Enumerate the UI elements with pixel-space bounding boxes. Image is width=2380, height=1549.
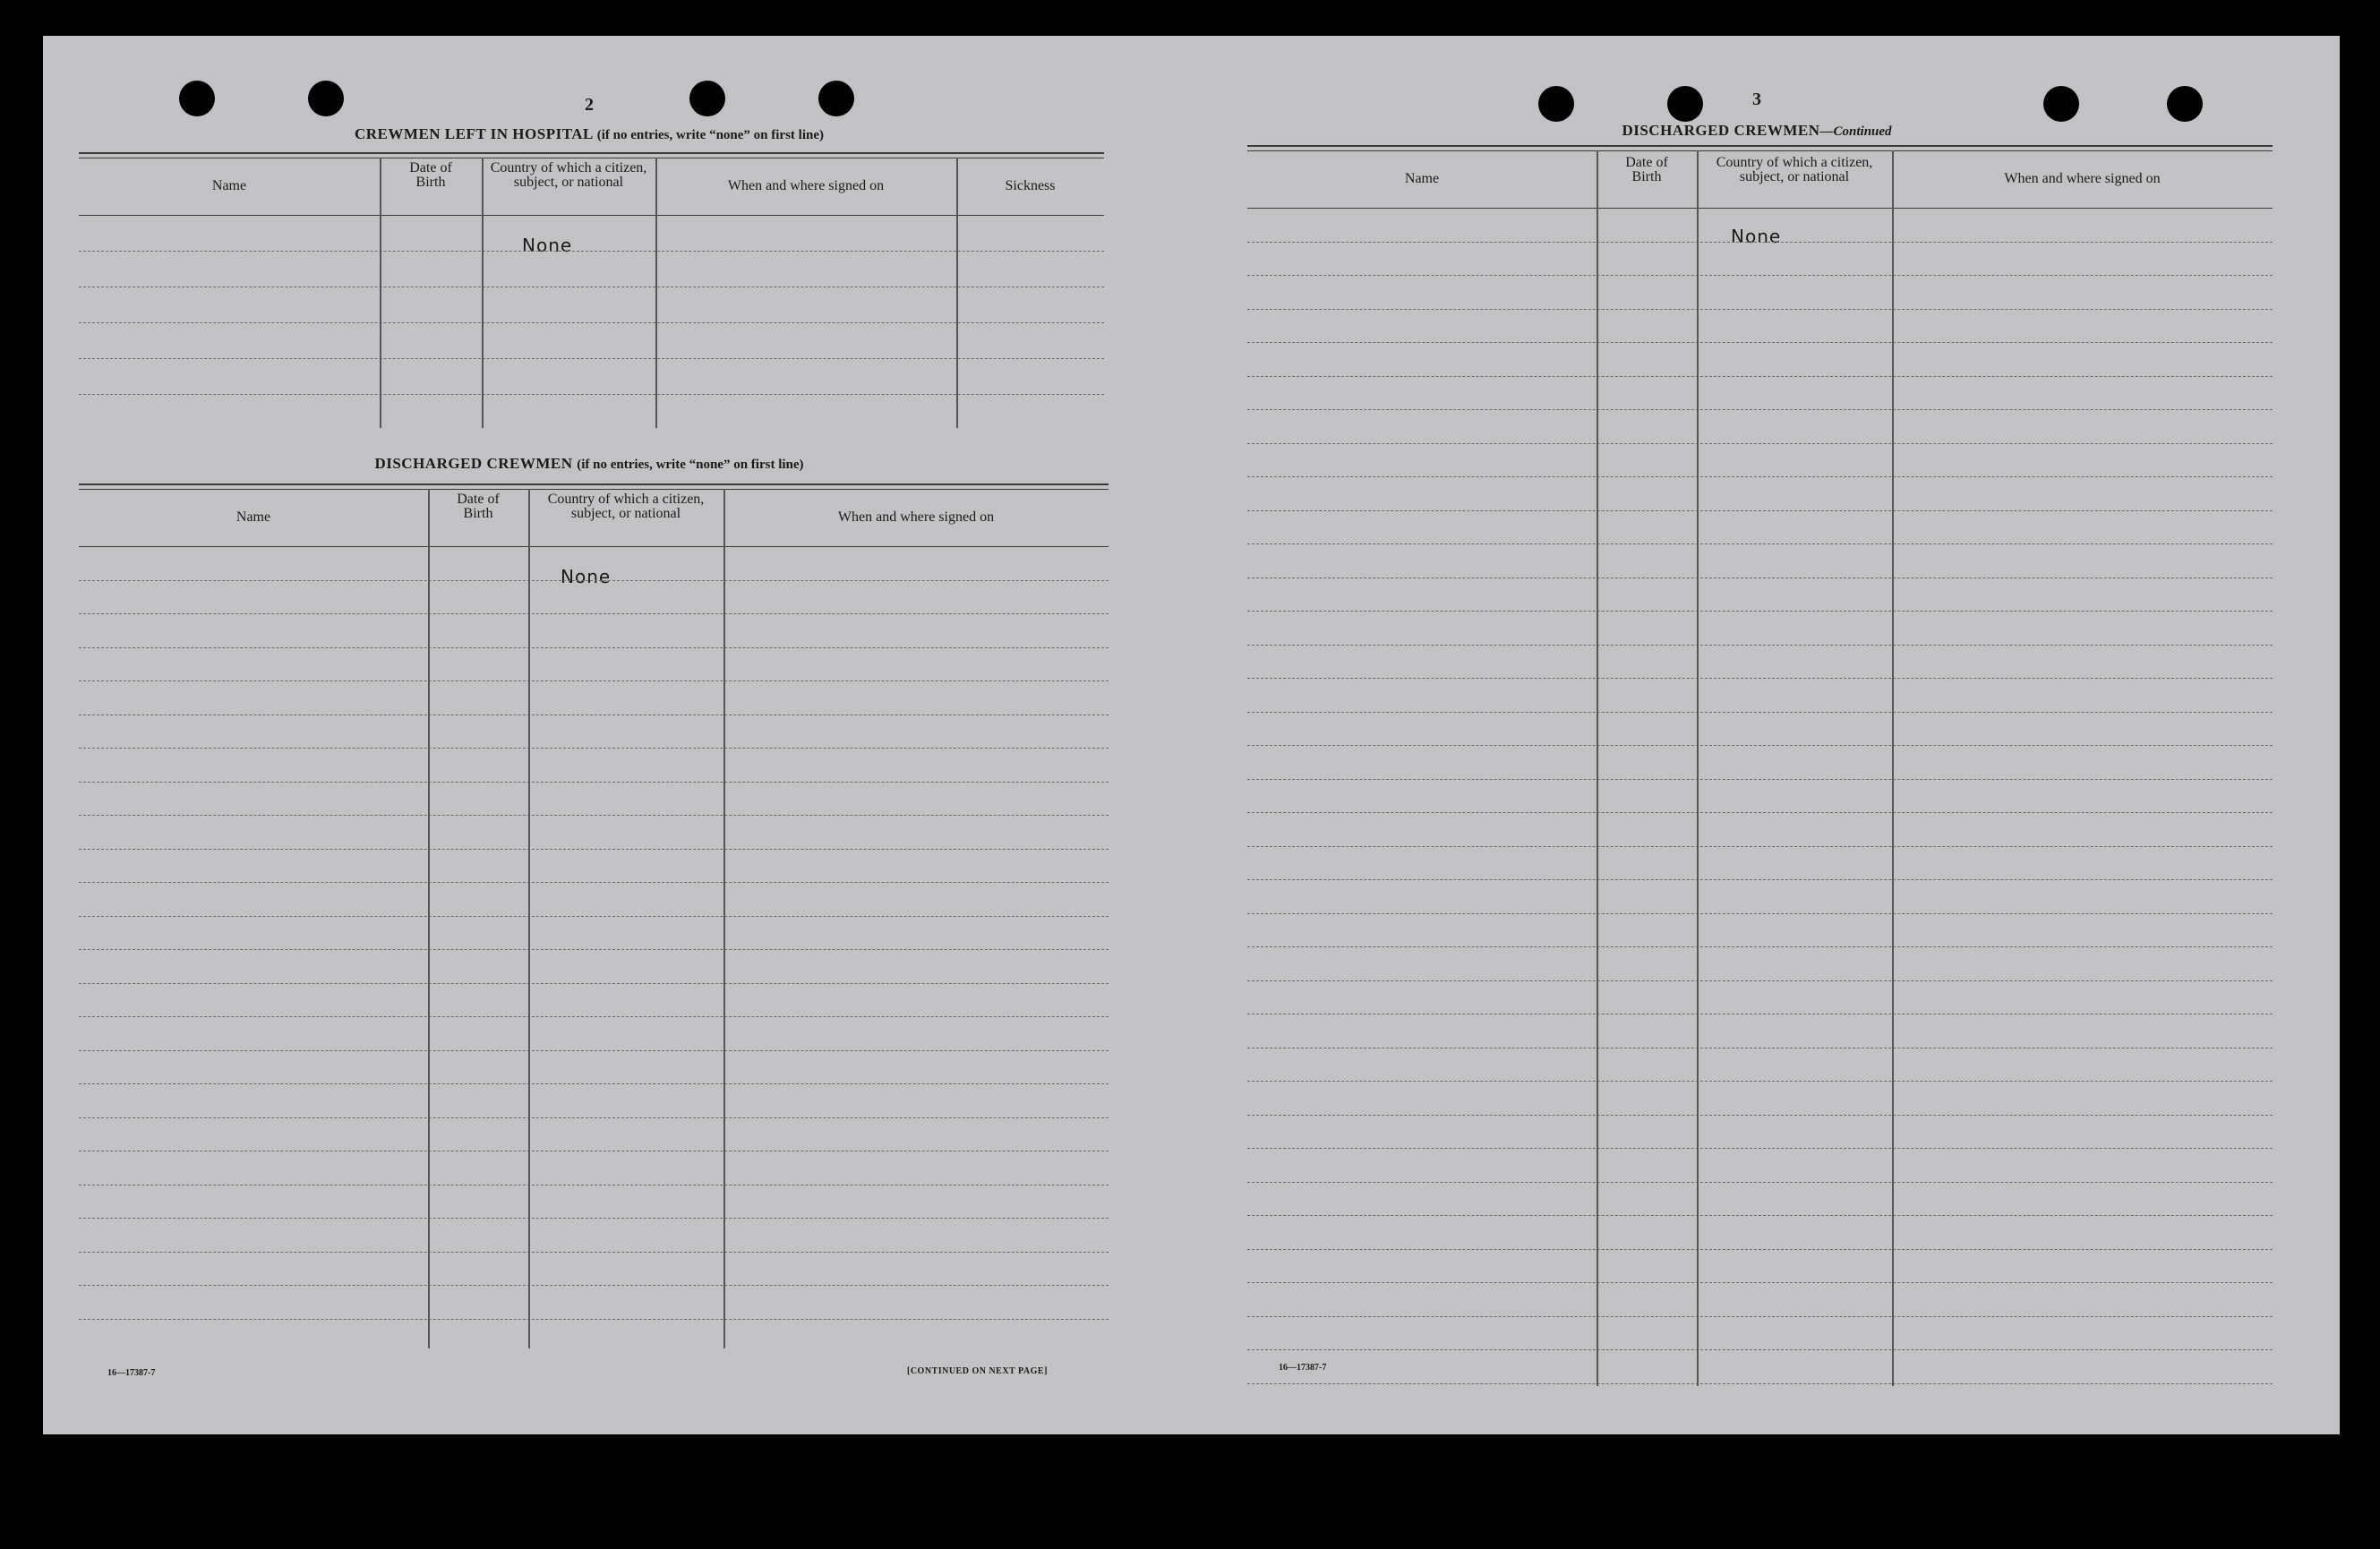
ruled-line	[1247, 1115, 2273, 1116]
header-bottom-rule	[79, 546, 1109, 547]
ruled-line	[1247, 611, 2273, 612]
punch-hole	[308, 81, 344, 116]
ruled-line	[1247, 1249, 2273, 1250]
punch-hole	[2167, 86, 2203, 122]
continued-note: [CONTINUED ON NEXT PAGE]	[907, 1366, 1048, 1376]
ruled-line	[1247, 543, 2273, 544]
ruled-line	[1247, 309, 2273, 310]
col-header-signed-on: When and where signed on	[2004, 171, 2161, 186]
hospital-section-title	[355, 125, 824, 143]
col-header-dob-text: Date of Birth	[1625, 155, 1668, 184]
col-header-dob-text: Date of Birth	[409, 160, 452, 190]
hospital-table	[79, 152, 1104, 430]
col-header-country-text: Country of which a citizen, subject, or national	[1716, 155, 1873, 184]
ruled-line	[1247, 275, 2273, 276]
column-divider	[528, 489, 530, 1348]
ruled-line	[79, 815, 1109, 816]
discharged-title-text: DISCHARGED CREWMEN	[374, 455, 573, 472]
ruled-line	[79, 1285, 1109, 1286]
discharged-continued-title-text: DISCHARGED CREWMEN	[1622, 122, 1820, 139]
ruled-line	[79, 394, 1104, 395]
discharged-continued-suffix: —Continued	[1819, 124, 1892, 139]
ruled-line	[79, 358, 1104, 359]
ruled-line	[1247, 779, 2273, 780]
ruled-line	[1247, 946, 2273, 947]
column-divider	[482, 158, 484, 428]
table-top-rule	[1247, 150, 2273, 151]
col-header-country	[1697, 156, 1892, 184]
ruled-line	[1247, 712, 2273, 713]
ruled-line	[1247, 443, 2273, 444]
ruled-line	[79, 882, 1109, 883]
col-header-name: Name	[211, 178, 247, 193]
form-code: 16—17387-7	[1279, 1363, 1327, 1373]
col-header-sickness: Sickness	[1005, 178, 1056, 193]
ruled-line	[1247, 1383, 2273, 1384]
ruled-line	[79, 1083, 1109, 1084]
col-header-dob	[380, 161, 482, 190]
column-divider	[380, 158, 381, 428]
ruled-line	[1247, 1148, 2273, 1149]
punch-hole	[179, 81, 215, 116]
ruled-line	[1247, 1282, 2273, 1283]
punch-hole	[689, 81, 725, 116]
col-header-dob	[1597, 156, 1697, 184]
punch-hole	[1667, 86, 1703, 122]
discharged-table	[79, 484, 1109, 1350]
ruled-line	[1247, 913, 2273, 914]
ruled-line	[79, 983, 1109, 984]
table-top-rule	[79, 152, 1104, 154]
column-divider	[1892, 150, 1894, 1386]
ruled-line	[1247, 645, 2273, 646]
hospital-title-note: (if no entries, write “none” on first line)	[596, 128, 824, 142]
ruled-line	[79, 647, 1109, 648]
table-top-rule	[79, 489, 1109, 490]
ruled-line	[79, 251, 1104, 252]
hospital-entry-none: None	[522, 235, 573, 256]
ruled-line	[1247, 678, 2273, 679]
discharged-entry-none: None	[561, 566, 612, 587]
ruled-line	[79, 680, 1109, 681]
column-divider	[723, 489, 725, 1348]
discharged-continued-table	[1247, 145, 2273, 1388]
ruled-line	[79, 782, 1109, 783]
column-divider	[655, 158, 657, 428]
ruled-line	[79, 1319, 1109, 1320]
header-bottom-rule	[79, 215, 1104, 216]
ruled-line	[79, 613, 1109, 614]
ruled-line	[79, 580, 1109, 581]
ruled-line	[1247, 1215, 2273, 1216]
ruled-line	[79, 849, 1109, 850]
col-header-signed-on: When and where signed on	[727, 178, 885, 193]
col-header-name: Name	[235, 509, 271, 525]
ruled-line	[79, 322, 1104, 323]
ruled-line	[79, 1117, 1109, 1118]
ruled-line	[1247, 1349, 2273, 1350]
col-header-name: Name	[1404, 171, 1440, 186]
col-header-signed-on: When and where signed on	[837, 509, 995, 525]
column-divider	[1697, 150, 1699, 1386]
table-top-rule	[1247, 145, 2273, 147]
table-top-rule	[79, 484, 1109, 485]
ruled-line	[1247, 980, 2273, 981]
ruled-line	[1247, 1081, 2273, 1082]
ruled-line	[1247, 242, 2273, 243]
right-page	[1189, 36, 2340, 1434]
ruled-line	[1247, 376, 2273, 377]
col-header-dob	[428, 492, 528, 521]
punch-hole	[818, 81, 854, 116]
ruled-line	[1247, 846, 2273, 847]
ruled-line	[79, 949, 1109, 950]
ruled-line	[1247, 510, 2273, 511]
header-bottom-rule	[1247, 208, 2273, 209]
ruled-line	[1247, 812, 2273, 813]
column-divider	[956, 158, 958, 428]
ruled-line	[79, 1218, 1109, 1219]
discharged-continued-title	[1622, 122, 1891, 140]
column-divider	[428, 489, 430, 1348]
ruled-line	[79, 748, 1109, 749]
ruled-line	[1247, 476, 2273, 477]
discharged-continued-entry-none: None	[1731, 226, 1782, 247]
left-page	[43, 36, 1194, 1434]
col-header-dob-text: Date of Birth	[457, 492, 500, 521]
ruled-line	[79, 1252, 1109, 1253]
col-header-country	[482, 161, 655, 190]
ruled-line	[79, 1050, 1109, 1051]
col-header-country-text: Country of which a citizen, subject, or national	[547, 492, 705, 521]
punch-hole	[2043, 86, 2079, 122]
ruled-line	[79, 1016, 1109, 1017]
col-header-country-text: Country of which a citizen, subject, or national	[490, 160, 647, 190]
ruled-line	[1247, 409, 2273, 410]
hospital-title-text: CREWMEN LEFT IN HOSPITAL	[355, 125, 593, 142]
ruled-line	[1247, 1316, 2273, 1317]
ruled-line	[1247, 745, 2273, 746]
col-header-country	[528, 492, 723, 521]
ruled-line	[1247, 1182, 2273, 1183]
discharged-section-title	[374, 455, 803, 473]
ruled-line	[1247, 879, 2273, 880]
form-code: 16—17387-7	[107, 1368, 156, 1378]
discharged-title-note: (if no entries, write “none” on first line)	[577, 458, 804, 472]
page-number: 3	[1752, 90, 1761, 109]
punch-hole	[1538, 86, 1574, 122]
ruled-line	[79, 916, 1109, 917]
column-divider	[1597, 150, 1598, 1386]
page-number: 2	[585, 95, 594, 115]
ruled-line	[1247, 342, 2273, 343]
